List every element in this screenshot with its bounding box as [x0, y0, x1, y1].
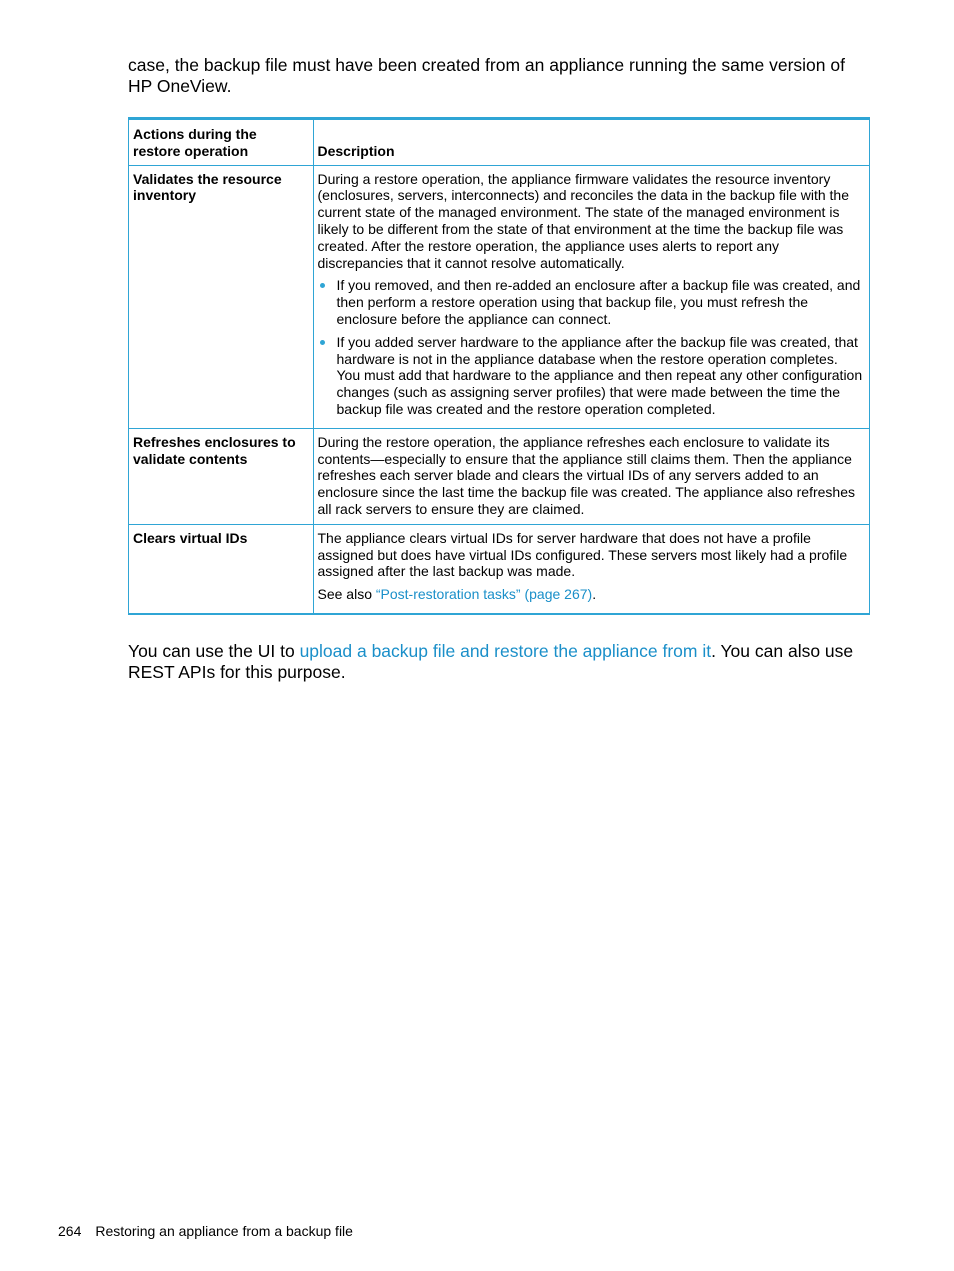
table-row: [129, 165, 869, 428]
table-row: [129, 428, 869, 524]
outro-paragraph: [128, 641, 868, 683]
list-item: [318, 334, 864, 418]
header-actions: Actions during the restore operation: [129, 120, 313, 165]
page-footer: [58, 1222, 353, 1240]
restore-actions-table: [128, 117, 870, 615]
chapter-title: Restoring an appliance from a backup file: [95, 1223, 353, 1239]
intro-paragraph: case, the backup file must have been created from an appliance running the same version of HP OneView.: [128, 55, 845, 96]
table-header-row: [129, 120, 869, 165]
see-also-line: [318, 586, 864, 603]
row-action-label: Refreshes enclosures to validate contents: [129, 428, 313, 524]
row-description: [313, 524, 869, 613]
upload-backup-link[interactable]: upload a backup file and restore the appliance from it: [299, 641, 712, 661]
row-action-label: Clears virtual IDs: [129, 524, 313, 613]
post-restoration-tasks-link[interactable]: “Post-restoration tasks” (page 267): [375, 586, 593, 603]
row-action-label: Validates the resource inventory: [129, 165, 313, 428]
list-item: [318, 277, 864, 327]
row-description: [313, 165, 869, 428]
table-row: [129, 524, 869, 613]
description-text: The appliance clears virtual IDs for server hardware that does not have a profile assigned but does have virtual IDs configured. These servers most likely had a profile assigned after the last backup was made.: [317, 529, 848, 580]
page-number: 264: [58, 1223, 82, 1239]
description-text: During a restore operation, the appliance firmware validates the resource inventory (enclosures, servers, interconnects) and reconciles the data in the backup file with the current state of the managed environment. The state of the managed environment is likely to be different from the state of that environment at the time the backup file was created. After the restore operation, the appliance uses alerts to report any discrepancies that it cannot resolve automatically.: [317, 170, 850, 271]
see-also-prefix: See also: [317, 586, 376, 603]
description-text: During the restore operation, the appliance refreshes each enclosure to validate its contents—especially to ensure that the appliance still claims them. Then the appliance refreshes each server blade and clears the virtual IDs of any servers added to an enclosure since the last time the backup file was created. The appliance also refreshes all rack servers to ensure they are claimed.: [317, 433, 855, 517]
row-description: [313, 428, 869, 524]
bullet-list: [318, 277, 864, 417]
list-item-text: If you added server hardware to the appliance after the backup file was created, that hardware is not in the appliance database when the restore operation completes. You must add that hardware to the appliance and then repeat any other configuration changes (such as assigning server profiles) that were made between the time the backup file was created and the restore operation completed.: [336, 333, 863, 417]
outro-prefix: You can use the UI to: [128, 641, 300, 661]
list-item-text: If you removed, and then re-added an enclosure after a backup file was created, and then perform a restore operation using that backup file, you must refresh the enclosure before the appliance can connect.: [336, 277, 861, 327]
header-description: Description: [313, 120, 869, 165]
bullet-icon: [320, 340, 325, 345]
see-also-suffix: .: [592, 586, 597, 603]
bullet-icon: [320, 283, 325, 288]
outro-suffix: . You can also use REST APIs for this purpose.: [128, 641, 854, 682]
